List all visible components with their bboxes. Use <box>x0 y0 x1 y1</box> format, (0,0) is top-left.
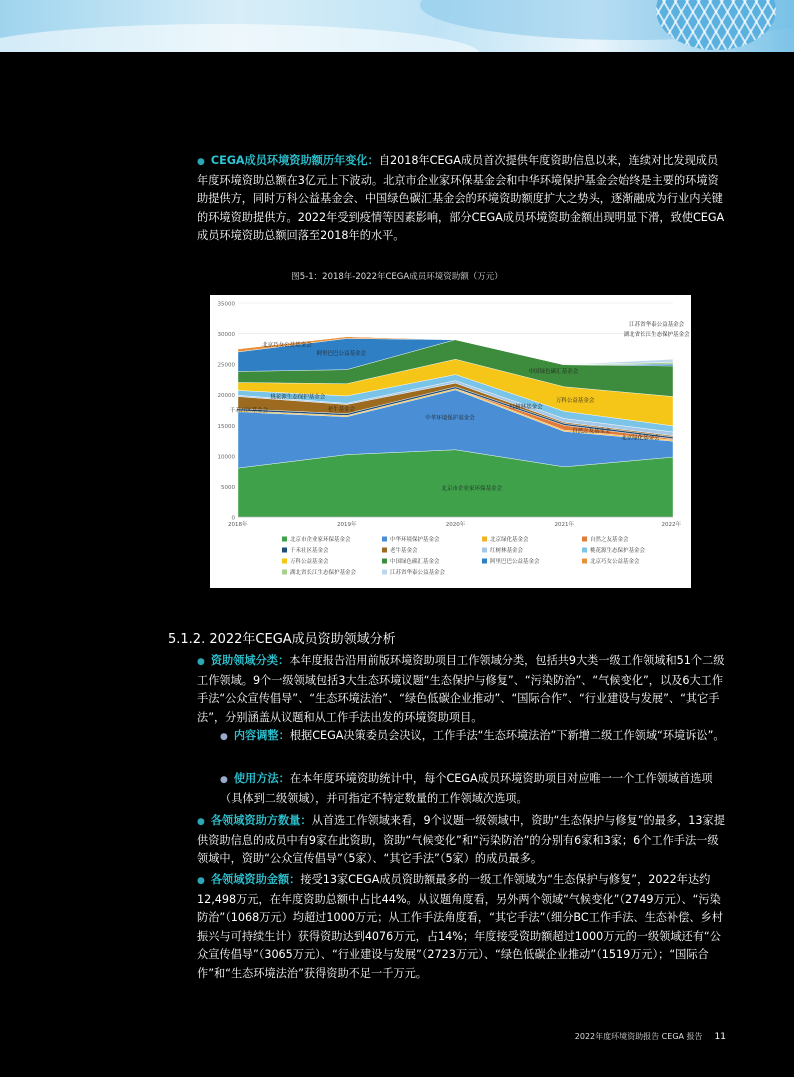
bullet-icon: ● <box>197 657 205 667</box>
intro-paragraph <box>197 152 727 246</box>
legend-swatch <box>382 548 387 553</box>
area-label: 自然之友基金会 <box>572 428 611 435</box>
legend-item: 千禾社区基金会 <box>290 548 329 554</box>
area-label: 湖北省长江生态保护基金会 <box>623 332 690 339</box>
x-tick-label: 2022年 <box>661 522 681 528</box>
globe-icon <box>656 0 776 50</box>
bullet-icon: ● <box>197 876 205 886</box>
paragraph-text: 接受13家CEGA成员资助额最多的一级工作领域为“生态保护与修复”，2022年达约12,498万元，在年度资助总额中占比44%。从议题角度看，另外两个领域“气候变化”（2749万元）、“污染防治”（1068万元）均超过1000万元；从工作手法角度看，“其它手法”（细分BC工作手法、生态补偿、乡村振兴与可持续生计）获得资助达到4076万元，占14%；年度接受资助额超过1000万元的一级领域还有“公众宣传倡导”（3065万元）、“行业建设与发展”（2723万元）、“绿色低碳企业推动”（1519万元）；“国际合作”和“生态环境法治”获得资助不足一千万元。 <box>197 873 723 980</box>
paragraph-content-adjustment <box>220 727 728 747</box>
paragraph-text: 根据CEGA决策委员会决议，工作手法“生态环境法治”下新增二级工作领域“环境诉讼”。 <box>289 729 725 742</box>
bullet-icon: ● <box>220 732 228 742</box>
area-label: 北京市企业家环保基金会 <box>441 485 503 492</box>
x-tick-label: 2021年 <box>554 522 574 528</box>
x-tick-label: 2020年 <box>445 522 466 528</box>
legend-item: 中华环境保护基金会 <box>390 537 440 543</box>
legend-swatch <box>482 559 487 564</box>
x-tick-label: 2019年 <box>337 522 357 528</box>
legend-swatch <box>282 559 287 564</box>
legend-item: 桃花源生态保护基金会 <box>590 548 646 554</box>
legend-item: 中国绿色碳汇基金会 <box>390 559 440 565</box>
header-banner <box>0 0 794 52</box>
paragraph-funding-categories <box>197 652 727 727</box>
bullet-icon: ● <box>197 157 205 167</box>
legend-swatch <box>282 570 287 575</box>
legend-item: 北京巧女公益基金会 <box>590 559 640 565</box>
legend-item: 江苏省华泰公益基金会 <box>390 570 446 576</box>
legend-swatch <box>382 559 387 564</box>
bullet-icon: ● <box>197 817 205 827</box>
legend-item: 阿里巴巴公益基金会 <box>490 559 540 565</box>
area-chart-svg <box>210 295 691 588</box>
y-tick-label: 15000 <box>217 423 235 430</box>
legend-swatch <box>382 537 387 542</box>
legend-swatch <box>582 537 587 542</box>
paragraph-keyword: 内容调整： <box>233 729 290 742</box>
legend-swatch <box>482 537 487 542</box>
paragraph-keyword: 使用方法： <box>233 772 290 785</box>
paragraph-usage-method <box>220 770 728 808</box>
area-label: 老牛基金会 <box>327 406 356 413</box>
legend-swatch <box>482 548 487 553</box>
x-tick-label: 2018年 <box>228 522 248 528</box>
chart-caption: 图5-1：2018年-2022年CEGA成员环境资助额（万元） <box>291 272 503 282</box>
legend-swatch <box>582 559 587 564</box>
intro-keyword: CEGA成员环境资助额历年变化： <box>210 154 379 167</box>
legend-item: 北京绿化基金会 <box>490 537 529 543</box>
banner-wave <box>0 24 480 52</box>
legend-swatch <box>382 570 387 575</box>
y-tick-label: 20000 <box>217 393 235 400</box>
area-label: 千禾社区基金会 <box>229 408 269 415</box>
page-footer <box>575 1031 726 1042</box>
y-tick-label: 25000 <box>217 362 235 369</box>
area-label: 北京绿化基金会 <box>621 435 660 442</box>
y-tick-label: 5000 <box>221 484 235 491</box>
legend-item: 红树林基金会 <box>490 548 524 554</box>
area-label: 阿里巴巴公益基金会 <box>316 350 367 357</box>
paragraph-text: 从首选工作领域来看，9个议题一级领域中，资助“生态保护与修复”的最多，13家提供资助信息的成员中有9家在此资助，资助“气候变化”和“污染防治”的分别有6家和3家；6个工作手法一级领域中，资助“公众宣传倡导”（5家）、“其它手法”（5家）的成员最多。 <box>197 814 725 866</box>
page-number: 11 <box>714 1032 726 1042</box>
paragraph-funding-amount <box>197 871 727 984</box>
intro-text: 自2018年CEGA成员首次提供年度资助信息以来，连续对比发现成员年度环境资助总额在3亿元上下波动。北京市企业家环保基金会和中华环境保护基金会始终是主要的环境资助提供方，同时万科公益基金会、中国绿色碳汇基金会的环境资助额度扩大之势头，逐渐融成为行业内关键的环境资助提供方。2022年受到疫情等因素影响，部分CEGA成员环境资助金额出现明显下滑，致使CEGA成员环境资助总额回落至2018年的水平。 <box>197 154 725 243</box>
y-tick-label: 30000 <box>217 332 235 339</box>
paragraph-keyword: 各领域资助金额： <box>210 873 301 886</box>
legend-item: 万科公益基金会 <box>290 559 329 565</box>
paragraph-keyword: 资助领域分类： <box>210 654 290 667</box>
bullet-icon: ● <box>220 775 228 785</box>
legend-swatch <box>282 548 287 553</box>
area-label: 红树林基金会 <box>509 404 543 411</box>
y-tick-label: 10000 <box>217 454 235 461</box>
section-title: 5.1.2. 2022年CEGA成员资助领域分析 <box>168 632 396 647</box>
legend-swatch <box>282 537 287 542</box>
area-label: 江苏省华泰公益基金会 <box>629 322 685 329</box>
legend-item: 自然之友基金会 <box>590 537 629 543</box>
area-label: 北京巧女公益基金会 <box>262 342 312 349</box>
y-tick-label: 35000 <box>217 301 235 308</box>
paragraph-text: 在本年度环境资助统计中，每个CEGA成员环境资助项目对应唯一一个工作领域首选项（具体到二级领域），并可指定不特定数量的工作领域次选项。 <box>220 772 713 805</box>
area-chart <box>210 295 691 588</box>
paragraph-text: 本年度报告沿用前版环境资助项目工作领域分类，包括共9大类一级工作领域和51个二级工作领域。9个一级领域包括3大生态环境议题“生态保护与修复”、“污染防治”、“气候变化”，以及6大工作手法“公众宣传倡导”、“生态环境法治”、“绿色低碳企业推动”、“国际合作”、“行业建设与发展”、“其它手法”，分别涵盖从议题和从工作手法出发的环境资助项目。 <box>197 654 725 724</box>
paragraph-funder-count <box>197 812 727 869</box>
paragraph-keyword: 各领域资助方数量： <box>210 814 312 827</box>
footer-text: 2022年度环境资助报告 CEGA 报告 <box>574 1032 703 1041</box>
legend-item: 老牛基金会 <box>390 548 418 554</box>
area-label: 中华环境保护基金会 <box>425 415 475 422</box>
y-tick-label: 0 <box>231 515 235 522</box>
area-label: 中国绿色碳汇基金会 <box>528 368 579 375</box>
area-label: 万科公益基金会 <box>555 398 595 405</box>
legend-item: 湖北省长江生态保护基金会 <box>290 570 357 576</box>
legend-swatch <box>582 548 587 553</box>
area-label: 桃花源生态保护基金会 <box>270 394 326 401</box>
legend-item: 北京市企业家环保基金会 <box>290 537 351 543</box>
